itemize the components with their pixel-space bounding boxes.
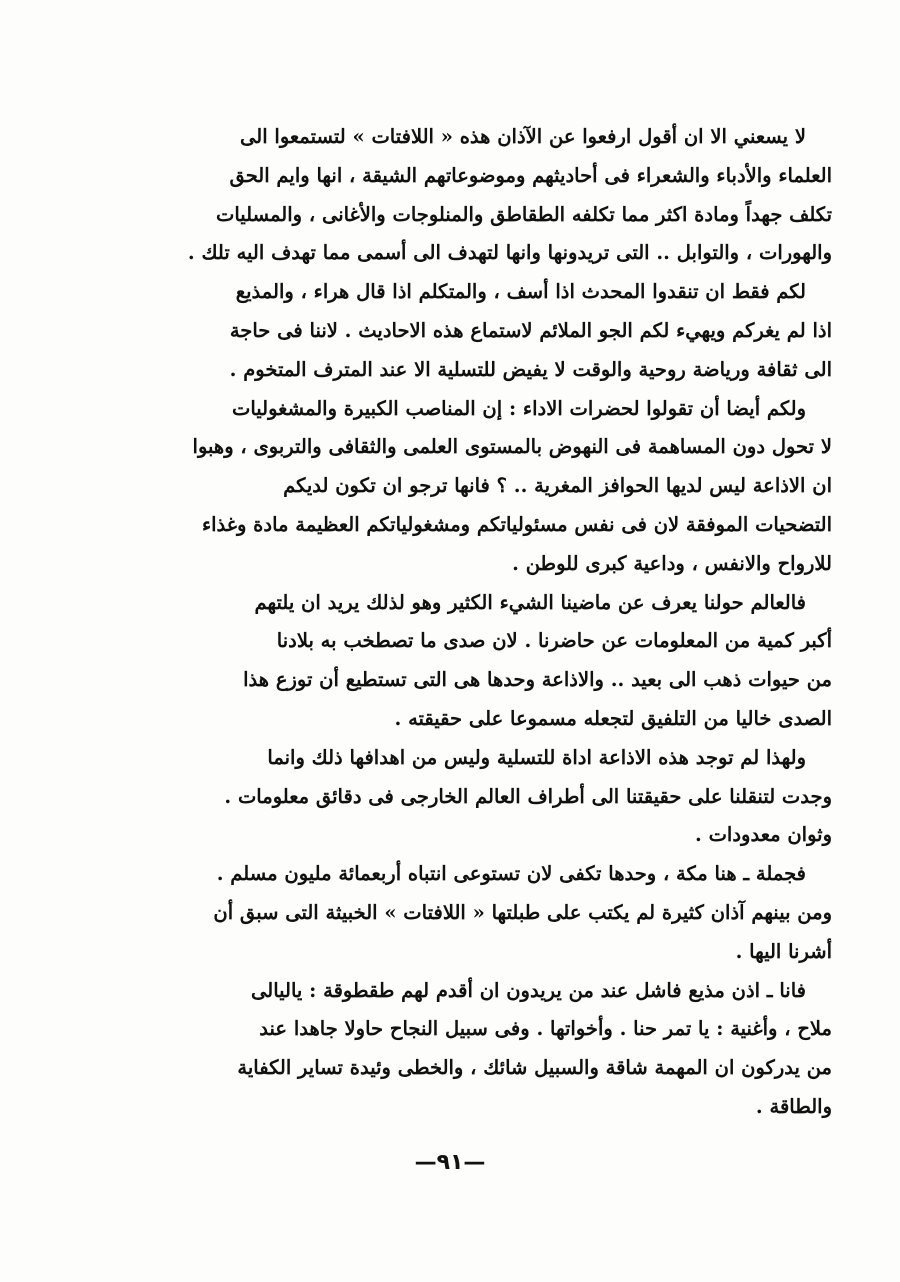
text-line: لا يسعني الا ان أقول ارفعوا عن الآذان هذه « اللافتات » لتستمعوا الى (240, 125, 806, 148)
text-line: فجملة ـ هنا مكة ، وحدها تكفى لان تستوعى انتباه أربعمائة مليون مسلم . (216, 862, 806, 886)
text-line: الى ثقافة ورياضة روحية والوقت لا يفيض للتسلية الا عند المترف المتخوم . (229, 357, 832, 381)
paragraph (112, 739, 832, 855)
text-line: تكلف جهداً ومادة اكثر مما تكلفه الطقاطق والمنلوجات والأغانى ، والمسليات (215, 202, 832, 226)
text-line: لكم فقط ان تنقدوا المحدث اذا أسف ، والمتكلم اذا قال هراء ، والمذيع (235, 280, 806, 304)
text-line: والطاقة . (755, 1094, 832, 1118)
text-line: من يدركون ان المهمة شاقة والسبيل شائك ، والخطى وئيدة تساير الكفاية (237, 1056, 832, 1080)
text-line: فانا ـ اذن مذيع فاشل عند من يريدون ان أقدم لهم طقطوقة : ياليالى (251, 978, 806, 1002)
paragraph (112, 972, 832, 1127)
text-line: للارواح والانفس ، وداعية كبرى للوطن . (512, 551, 832, 575)
text-line: ولكم أيضا أن تقولوا لحضرات الاداء : إن المناصب الكبيرة والمشغوليات (231, 396, 806, 420)
text-line: أكبر كمية من المعلومات عن حاضرنا . لان صدى ما تصطخب به بلادنا (276, 629, 832, 653)
paragraph (112, 390, 832, 584)
text-line: ان الاذاعة ليس لديها الحوافز المغرية .. ؟ فانها ترجو ان تكون لديكم (283, 474, 832, 498)
text-line: والهورات ، والتوابل .. التى تريدونها وانها لتهدف الى أسمى مما تهدف اليه تلك . (187, 241, 832, 265)
text-line: لا تحول دون المساهمة فى النهوض بالمستوى العلمى والثقافى والتربوى ، وهبوا (192, 435, 832, 459)
text-line: ومن بينهم آذان كثيرة لم يكتب على طبلتها « اللافتات » الخبيثة التى سبق أن (213, 900, 832, 924)
body-text (112, 118, 832, 1127)
text-line: العلماء والأدباء والشعراء فى أحاديثهم وموضوعاتهم الشيقة ، انها وايم الحق (229, 163, 832, 187)
text-line: وجدت لتنقلنا على حقيقتنا الى أطراف العالم الخارجى فى دقائق معلومات . (224, 784, 832, 808)
text-line: ملاح ، وأغنية : يا تمر حنا . وأخواتها . وفى سبيل النجاح حاولا جاهدا عند (259, 1017, 832, 1041)
text-line: وثوان معدودات . (695, 823, 832, 847)
text-line: اذا لم يغركم ويهيء لكم الجو الملائم لاستماع هذه الاحاديث . لاننا فى حاجة (229, 318, 832, 342)
paragraph (112, 855, 832, 971)
text-line: أشرنا اليها . (735, 939, 832, 963)
text-line: من حيوات ذهب الى بعيد .. والاذاعة وحدها هى التى تستطيع أن توزع هذا (243, 668, 832, 692)
text-line: ولهذا لم توجد هذه الاذاعة اداة للتسلية وليس من اهدافها ذلك وانما (267, 745, 806, 769)
page-number: —٩١— (414, 1150, 486, 1175)
paragraph (112, 118, 832, 273)
text-line: التضحيات الموفقة لان فى نفس مسئولياتكم ومشغولياتكم العظيمة مادة وغذاء (201, 512, 832, 536)
paragraph (112, 273, 832, 389)
text-line: فالعالم حولنا يعرف عن ماضينا الشيء الكثير وهو لذلك يريد ان يلتهم (254, 590, 806, 614)
paragraph (112, 584, 832, 739)
text-line: الصدى خاليا من التلفيق لتجعله مسموعا على حقيقته . (394, 706, 832, 730)
